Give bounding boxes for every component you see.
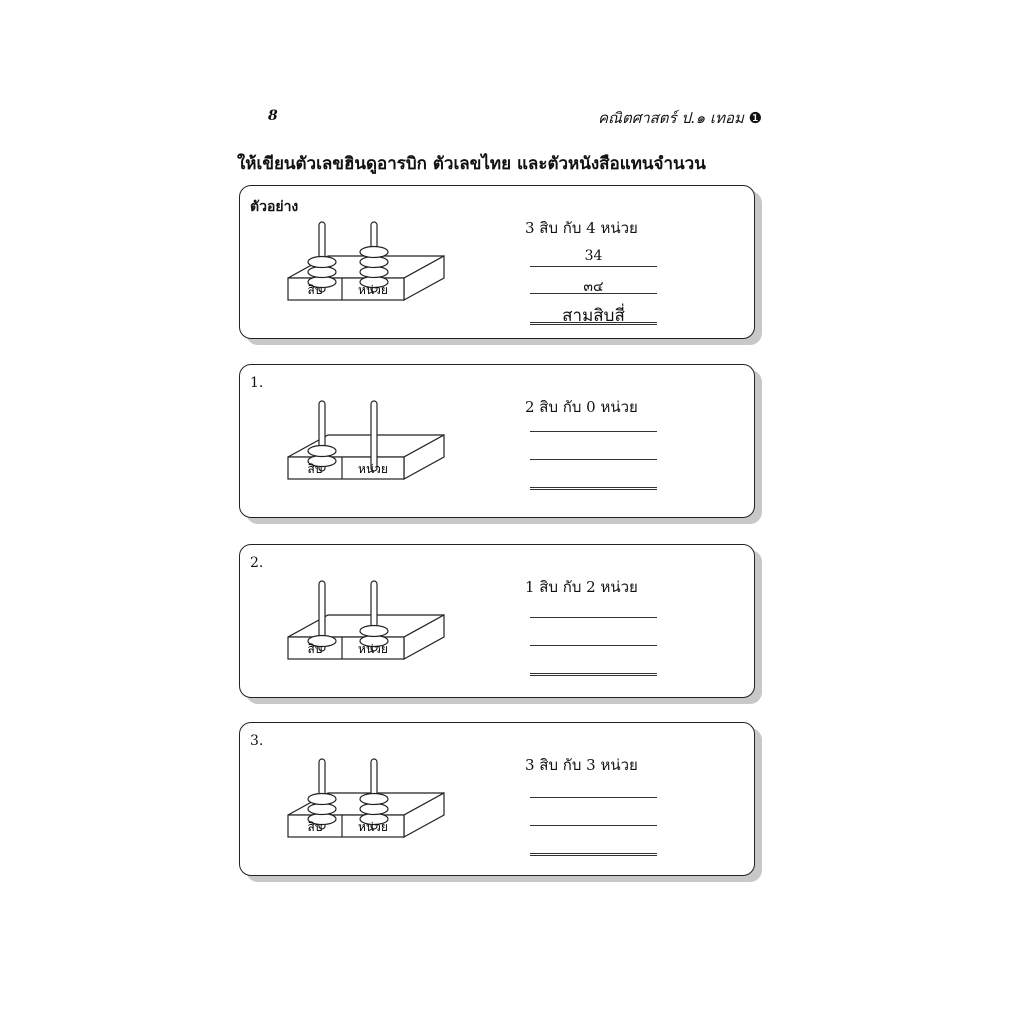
answer-line-words[interactable] [530,853,657,856]
abacus-bead-tens [308,794,336,805]
abacus-bead-tens [308,267,336,278]
answer-line-words[interactable] [530,673,657,676]
answer-line-words [530,322,657,325]
abacus-label-units: หน่วย [358,642,388,656]
example-thai-numeral-answer: ๓๔ [583,279,604,295]
answer-line-hindu-arabic[interactable] [530,797,657,798]
abacus-bead-units [360,626,388,637]
header-title: คณิตศาสตร์ ป.๑ เทอม ❶ [598,109,763,127]
example-hindu-arabic-answer: 34 [584,248,603,264]
abacus-bead-units [360,247,388,258]
abacus-label-units: หน่วย [358,462,388,476]
exercise-abacus [284,755,454,855]
abacus-bead-units [360,267,388,278]
exercise-prompt: 1 สิบ กับ 2 หน่วย [525,578,638,596]
abacus-bead-units [360,794,388,805]
abacus-label-units: หน่วย [358,283,388,297]
exercise-card-1 [239,364,755,518]
exercise-number: 2. [250,555,264,571]
abacus-rod-units [371,401,377,471]
abacus-bead-tens [308,446,336,457]
example-words-answer: สามสิบสี่ [562,306,625,326]
exercise-abacus [284,397,454,497]
exercise-prompt: 3 สิบ กับ 3 หน่วย [525,756,638,774]
page-number: 8 [268,108,278,124]
exercise-number: 1. [250,375,264,391]
answer-line-words[interactable] [530,487,657,490]
abacus-label-units: หน่วย [358,820,388,834]
abacus-label-tens: สิบ [307,462,323,476]
example-label: ตัวอย่าง [250,199,299,215]
abacus-label-tens: สิบ [307,283,323,297]
example-card [239,185,755,339]
answer-line-hindu-arabic[interactable] [530,617,657,618]
abacus-label-tens: สิบ [307,820,323,834]
answer-line-thai-numeral [530,293,657,294]
abacus-bead-units [360,257,388,268]
exercise-number: 3. [250,733,264,749]
answer-line-hindu-arabic[interactable] [530,431,657,432]
abacus-bead-tens [308,257,336,268]
example-abacus [284,218,454,318]
answer-line-thai-numeral[interactable] [530,459,657,460]
exercise-prompt: 2 สิบ กับ 0 หน่วย [525,398,638,416]
example-prompt: 3 สิบ กับ 4 หน่วย [525,219,638,237]
exercise-card-3 [239,722,755,876]
exercise-card-2 [239,544,755,698]
answer-line-hindu-arabic [530,266,657,267]
abacus-label-tens: สิบ [307,642,323,656]
abacus-bead-tens [308,804,336,815]
abacus-bead-units [360,804,388,815]
answer-line-thai-numeral[interactable] [530,645,657,646]
exercise-abacus [284,577,454,677]
answer-line-thai-numeral[interactable] [530,825,657,826]
instruction: ให้เขียนตัวเลขฮินดูอารบิก ตัวเลขไทย และตัวหนังสือแทนจำนวน [237,154,706,174]
